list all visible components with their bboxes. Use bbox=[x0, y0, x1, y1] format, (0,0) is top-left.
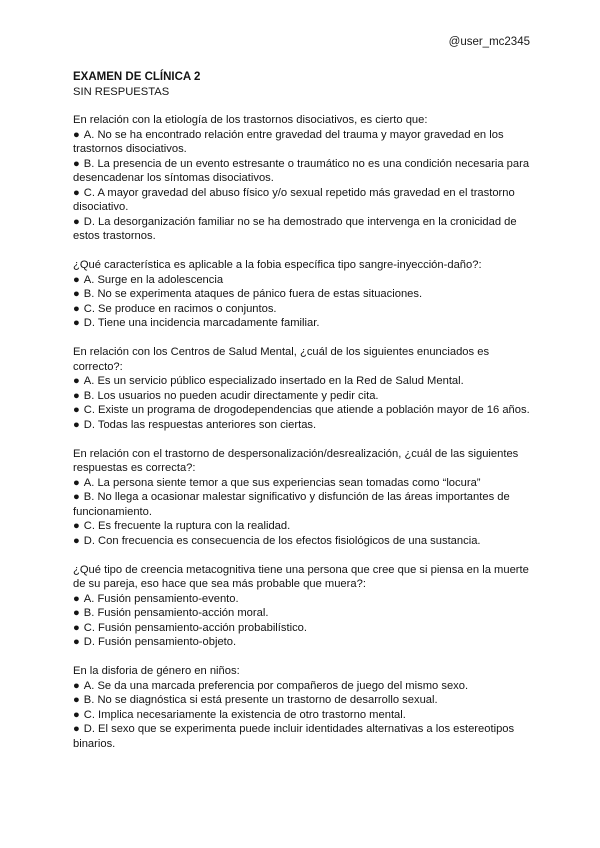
bullet-icon: ● bbox=[73, 128, 80, 141]
answer-option-text: A. Fusión pensamiento-evento. bbox=[83, 592, 239, 605]
answer-option bbox=[73, 606, 533, 621]
answer-option-text: D. Tiene una incidencia marcadamente familiar. bbox=[83, 317, 320, 329]
question-block bbox=[73, 447, 533, 549]
bullet-icon: ● bbox=[73, 404, 80, 416]
answer-option-text: C. Fusión pensamiento-acción probabilístico. bbox=[83, 621, 308, 634]
answer-option-text: C. Es frecuente la ruptura con la realidad. bbox=[83, 520, 291, 532]
answer-option bbox=[73, 215, 533, 244]
bullet-icon: ● bbox=[73, 375, 80, 387]
answer-option bbox=[73, 374, 533, 389]
bullet-icon: ● bbox=[73, 723, 80, 735]
answer-option-text: D. Todas las respuestas anteriores son ciertas. bbox=[83, 418, 317, 431]
bullet-icon: ● bbox=[73, 215, 80, 228]
question-list bbox=[73, 113, 533, 751]
question-block bbox=[73, 258, 533, 331]
answer-option-text: A. No se ha encontrado relación entre gravedad del trauma y mayor gravedad en los trastornos disociativos. bbox=[73, 128, 504, 155]
answer-option-text: C. Se produce en racimos o conjuntos. bbox=[83, 302, 277, 315]
question-text: En relación con el trastorno de despersonalización/desrealización, ¿cuál de las siguientes respuestas es correcta?: bbox=[73, 447, 519, 474]
question-block bbox=[73, 563, 533, 650]
answer-option bbox=[73, 389, 533, 404]
answer-option-text: A. Se da una marcada preferencia por compañeros de juego del mismo sexo. bbox=[83, 679, 469, 692]
question-text: En la disforia de género en niños: bbox=[73, 665, 240, 677]
answer-option bbox=[73, 273, 533, 288]
answer-option bbox=[73, 302, 533, 317]
answer-option-text: B. No se experimenta ataques de pánico fuera de estas situaciones. bbox=[83, 288, 423, 300]
question-block bbox=[73, 345, 533, 432]
bullet-icon: ● bbox=[73, 520, 80, 532]
document-title: EXAMEN DE CLÍNICA 2 bbox=[73, 71, 201, 83]
answer-option-text: B. La presencia de un evento estresante o traumático no es una condición necesaria para desencadenar los síntomas disociativos. bbox=[73, 157, 530, 184]
question-text: En relación con los Centros de Salud Mental, ¿cuál de los siguientes enunciados es correcto?: bbox=[73, 346, 490, 373]
bullet-icon: ● bbox=[73, 317, 80, 329]
bullet-icon: ● bbox=[73, 389, 80, 402]
answer-option-text: A. La persona siente temor a que sus experiencias sean tomadas como “locura” bbox=[83, 476, 481, 489]
answer-option bbox=[73, 476, 533, 491]
bullet-icon: ● bbox=[73, 157, 80, 170]
answer-option-text: C. A mayor gravedad del abuso físico y/o sexual repetido más gravedad en el trastorno disociativo. bbox=[73, 186, 515, 213]
answer-option bbox=[73, 157, 533, 186]
answer-option bbox=[73, 722, 533, 751]
bullet-icon: ● bbox=[73, 636, 80, 648]
answer-option bbox=[73, 635, 533, 650]
answer-option bbox=[73, 592, 533, 607]
answer-option bbox=[73, 287, 533, 302]
answer-option bbox=[73, 128, 533, 157]
bullet-icon: ● bbox=[73, 418, 80, 431]
bullet-icon: ● bbox=[73, 607, 80, 619]
answer-option-text: B. Los usuarios no pueden acudir directamente y pedir cita. bbox=[83, 389, 379, 402]
bullet-icon: ● bbox=[73, 273, 80, 286]
document-subtitle: SIN RESPUESTAS bbox=[73, 85, 170, 98]
answer-option-text: D. Fusión pensamiento-objeto. bbox=[83, 636, 237, 648]
question-text: ¿Qué característica es aplicable a la fobia específica tipo sangre-inyección-daño?: bbox=[73, 259, 482, 271]
answer-option bbox=[73, 316, 533, 331]
bullet-icon: ● bbox=[73, 186, 80, 199]
answer-option-text: A. Surge en la adolescencia bbox=[83, 273, 224, 286]
answer-option-text: B. No llega a ocasionar malestar significativo y disfunción de las áreas importantes de funcionamiento. bbox=[73, 491, 510, 518]
bullet-icon: ● bbox=[73, 694, 80, 706]
answer-option-text: B. No se diagnóstica si está presente un trastorno de desarrollo sexual. bbox=[83, 694, 438, 706]
answer-option bbox=[73, 403, 533, 418]
answer-option bbox=[73, 519, 533, 534]
bullet-icon: ● bbox=[73, 534, 80, 547]
question-block bbox=[73, 664, 533, 751]
user-handle: @user_mc2345 bbox=[448, 36, 530, 48]
answer-option bbox=[73, 708, 533, 723]
bullet-icon: ● bbox=[73, 621, 80, 634]
answer-option-text: C. Implica necesariamente la existencia de otro trastorno mental. bbox=[83, 708, 406, 721]
answer-option-text: D. El sexo que se experimenta puede incluir identidades alternativas a los estereotipos binarios. bbox=[73, 723, 515, 750]
question-block bbox=[73, 113, 533, 244]
question-text: ¿Qué tipo de creencia metacognitiva tiene una persona que cree que si piensa en la muerte de su pareja, eso hace que sea más probable que muera?: bbox=[73, 563, 529, 590]
answer-option-text: C. Existe un programa de drogodependencias que atiende a población mayor de 16 años. bbox=[83, 404, 530, 416]
bullet-icon: ● bbox=[73, 708, 80, 721]
answer-option bbox=[73, 621, 533, 636]
answer-option-text: A. Es un servicio público especializado insertado en la Red de Salud Mental. bbox=[83, 375, 464, 387]
bullet-icon: ● bbox=[73, 288, 80, 300]
answer-option bbox=[73, 534, 533, 549]
bullet-icon: ● bbox=[73, 491, 80, 503]
answer-option bbox=[73, 693, 533, 708]
exam-document bbox=[73, 70, 533, 766]
answer-option bbox=[73, 679, 533, 694]
bullet-icon: ● bbox=[73, 476, 80, 489]
answer-option-text: B. Fusión pensamiento-acción moral. bbox=[83, 607, 269, 619]
bullet-icon: ● bbox=[73, 592, 80, 605]
question-text: En relación con la etiología de los trastornos disociativos, es cierto que: bbox=[73, 114, 428, 126]
bullet-icon: ● bbox=[73, 302, 80, 315]
answer-option-text: D. La desorganización familiar no se ha demostrado que intervenga en la cronicidad de estos trastornos. bbox=[73, 215, 517, 242]
answer-option bbox=[73, 490, 533, 519]
answer-option bbox=[73, 186, 533, 215]
bullet-icon: ● bbox=[73, 679, 80, 692]
answer-option-text: D. Con frecuencia es consecuencia de los efectos fisiológicos de una sustancia. bbox=[83, 534, 481, 547]
answer-option bbox=[73, 418, 533, 433]
